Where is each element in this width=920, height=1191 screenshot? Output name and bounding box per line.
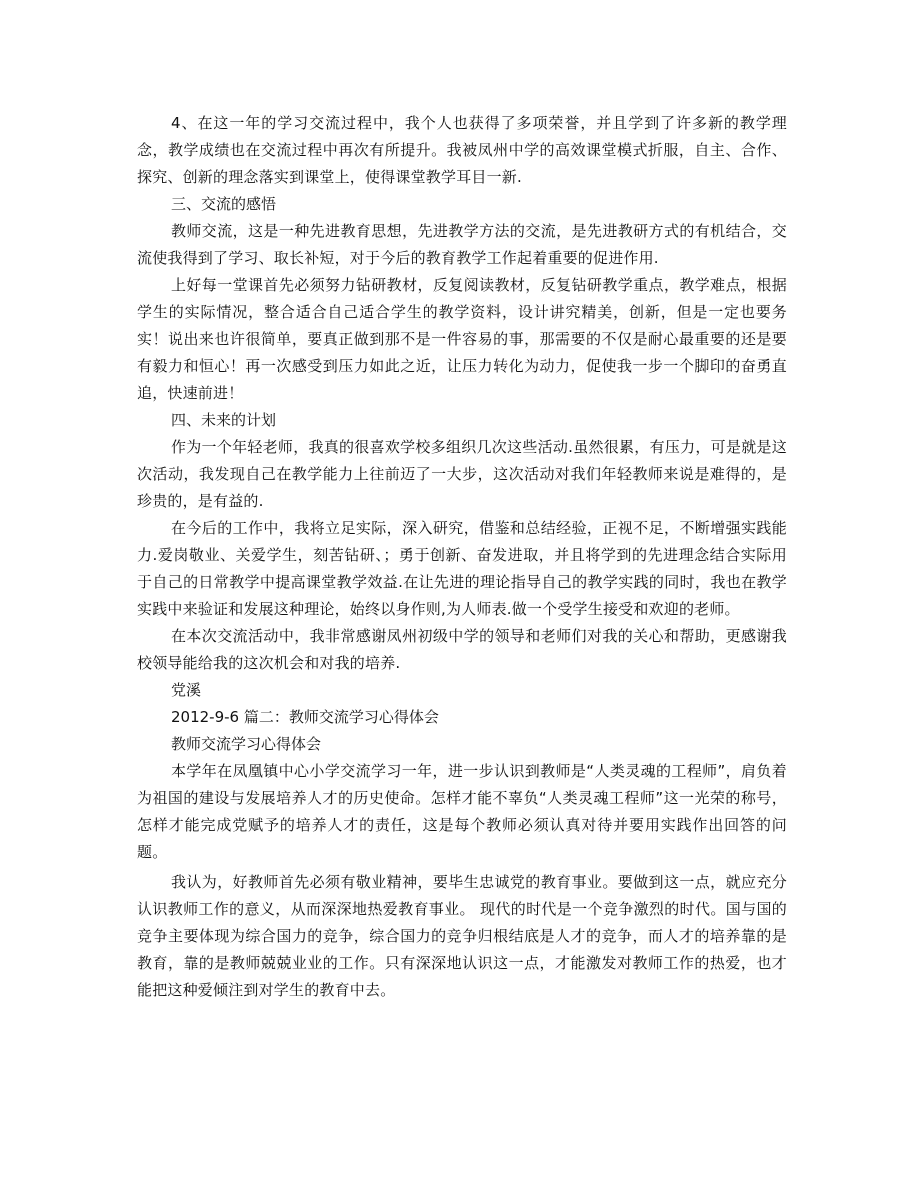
date-and-part-two-title: 2012-9-6 篇二：教师交流学习心得体会 bbox=[171, 708, 439, 726]
paragraph-dedication: 我认为，好教师首先必须有敬业精神，要毕生忠诚党的教育事业。要做到这一点，就应充分认识教师工作的意义，从而深深地热爱教育事业。 现代的时代是一个竞争激烈的时代。国与国的竞争主要体现为综合国力的竞争，综合国力的竞争归根结底是人才的竞争，而人才的培养靠的是教育，靠的是教师兢兢业业的工作。只有深深地认识这一点，才能激发对教师工作的热爱，也才能把这种爱倾注到对学生的教育中去。 bbox=[137, 873, 787, 999]
author-signature: 党溪 bbox=[171, 681, 202, 699]
paragraph-exchange-value: 教师交流，这是一种先进教育思想，先进教学方法的交流，是先进教研方式的有机结合，交流使我得到了学习、取长补短，对于今后的教育教学工作起着重要的促进作用. bbox=[137, 222, 787, 267]
paragraph-future-work: 在今后的工作中，我将立足实际，深入研究，借鉴和总结经验，正视不足，不断增强实践能力.爱岗敬业、关爱学生，刻苦钻研、；勇于创新、奋发进取，并且将学到的先进理念结合实际用于自己的日常教学中提高课堂教学效益.在让先进的理论指导自己的教学实践的同时，我也在教学实践中来验证和发展这种理论，始终以身作则,为人师表.做一个受学生接受和欢迎的老师。 bbox=[137, 519, 787, 618]
paragraph-young-teacher: 作为一个年轻老师，我真的很喜欢学校多组织几次这些活动.虽然很累，有压力，可是就是这次活动，我发现自己在教学能力上往前迈了一大步，这次活动对我们年轻教师来说是难得的，是珍贵的，是有益的. bbox=[137, 438, 787, 510]
paragraph-honors: 4、在这一年的学习交流过程中，我个人也获得了多项荣誉，并且学到了许多新的教学理念，教学成绩也在交流过程中再次有所提升。我被凤州中学的高效课堂模式折服，自主、合作、探究、创新的理念落实到课堂上，使得课堂教学耳目一新. bbox=[137, 114, 787, 186]
document-body bbox=[137, 110, 787, 1004]
paragraph-lesson-prep: 上好每一堂课首先必须努力钻研教材，反复阅读教材，反复钻研教学重点，教学难点，根据学生的实际情况，整合适合自己适合学生的教学资料，设计讲究精美，创新，但是一定也要务实！说出来也许很简单，要真正做到那不是一件容易的事，那需要的不仅是耐心最重要的还是要有毅力和恒心！再一次感受到压力如此之近，让压力转化为动力，促使我一步一个脚印的奋勇直追，快速前进！ bbox=[137, 276, 787, 402]
part-two-heading: 教师交流学习心得体会 bbox=[171, 735, 322, 753]
paragraph-teacher-mission: 本学年在凤凰镇中心小学交流学习一年，进一步认识到教师是“人类灵魂的工程师”，肩负着为祖国的建设与发展培养人才的历史使命。怎样才能不辜负“人类灵魂工程师”这一光荣的称号，怎样才能完成党赋予的培养人才的责任，这是每个教师必须认真对待并要用实践作出回答的问题。 bbox=[137, 762, 787, 861]
section-heading-future-plans: 四、未来的计划 bbox=[171, 411, 277, 429]
section-heading-reflections: 三、交流的感悟 bbox=[171, 195, 277, 213]
paragraph-thanks: 在本次交流活动中，我非常感谢凤州初级中学的领导和老师们对我的关心和帮助，更感谢我校领导能给我的这次机会和对我的培养. bbox=[137, 627, 787, 672]
